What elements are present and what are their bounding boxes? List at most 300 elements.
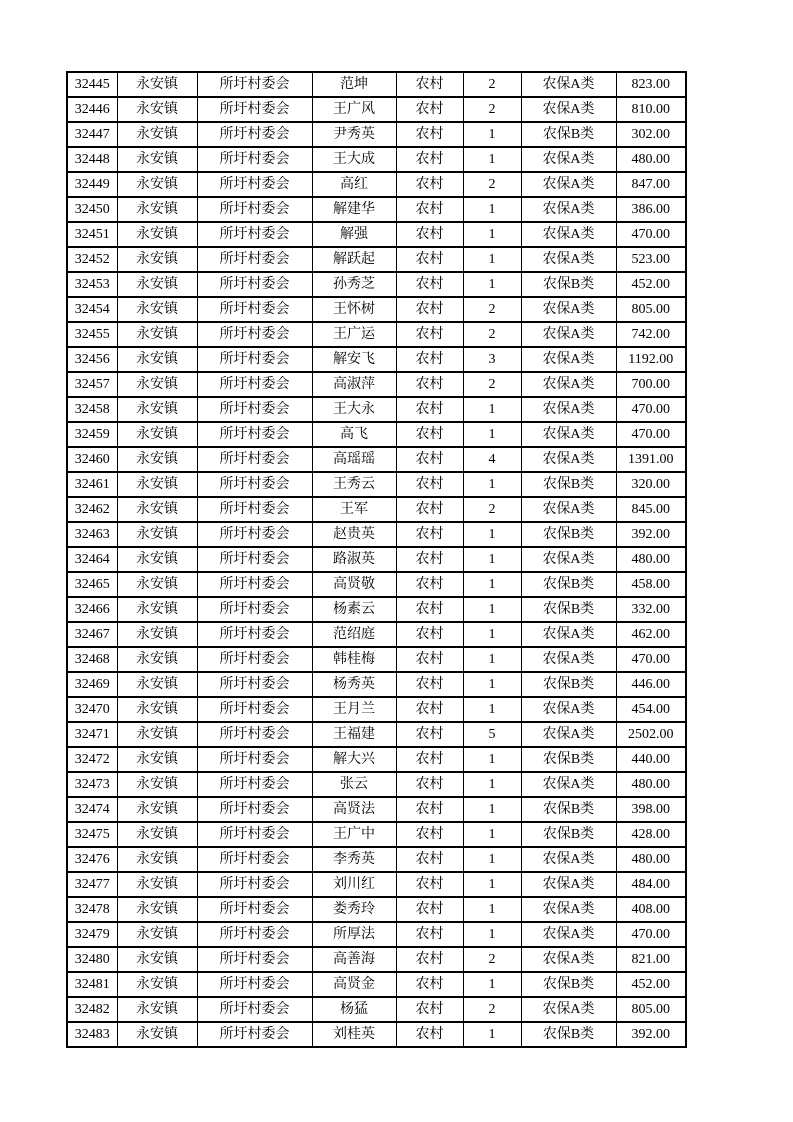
cell-town: 永安镇 (117, 272, 197, 297)
cell-town: 永安镇 (117, 572, 197, 597)
cell-name: 王军 (312, 497, 396, 522)
cell-town: 永安镇 (117, 722, 197, 747)
cell-category: 农保B类 (521, 797, 616, 822)
cell-count: 1 (463, 247, 521, 272)
cell-town: 永安镇 (117, 772, 197, 797)
cell-village: 所圩村委会 (197, 172, 312, 197)
table-body (67, 72, 686, 1047)
cell-name: 所厚法 (312, 922, 396, 947)
table-row (67, 247, 686, 272)
cell-count: 1 (463, 422, 521, 447)
table-row (67, 322, 686, 347)
table-row (67, 647, 686, 672)
table-row (67, 172, 686, 197)
cell-amount: 480.00 (616, 772, 686, 797)
cell-town: 永安镇 (117, 672, 197, 697)
cell-category: 农保A类 (521, 172, 616, 197)
cell-name: 刘桂英 (312, 1022, 396, 1047)
cell-name: 王大永 (312, 397, 396, 422)
cell-count: 5 (463, 722, 521, 747)
cell-count: 1 (463, 697, 521, 722)
cell-area_type: 农村 (396, 722, 463, 747)
cell-town: 永安镇 (117, 847, 197, 872)
table-row (67, 447, 686, 472)
cell-amount: 845.00 (616, 497, 686, 522)
cell-id: 32465 (67, 572, 117, 597)
cell-amount: 470.00 (616, 922, 686, 947)
cell-id: 32455 (67, 322, 117, 347)
cell-count: 2 (463, 322, 521, 347)
cell-category: 农保B类 (521, 122, 616, 147)
cell-area_type: 农村 (396, 272, 463, 297)
cell-name: 孙秀芝 (312, 272, 396, 297)
table-row (67, 622, 686, 647)
cell-amount: 454.00 (616, 697, 686, 722)
cell-village: 所圩村委会 (197, 272, 312, 297)
cell-id: 32456 (67, 347, 117, 372)
cell-category: 农保B类 (521, 522, 616, 547)
cell-area_type: 农村 (396, 447, 463, 472)
cell-category: 农保A类 (521, 947, 616, 972)
cell-category: 农保B类 (521, 272, 616, 297)
cell-amount: 440.00 (616, 747, 686, 772)
table-row (67, 797, 686, 822)
cell-area_type: 农村 (396, 797, 463, 822)
cell-id: 32452 (67, 247, 117, 272)
cell-category: 农保A类 (521, 897, 616, 922)
cell-id: 32463 (67, 522, 117, 547)
cell-category: 农保A类 (521, 72, 616, 97)
table-row (67, 597, 686, 622)
cell-village: 所圩村委会 (197, 697, 312, 722)
cell-id: 32450 (67, 197, 117, 222)
cell-category: 农保A类 (521, 722, 616, 747)
cell-category: 农保A类 (521, 97, 616, 122)
cell-amount: 810.00 (616, 97, 686, 122)
cell-amount: 398.00 (616, 797, 686, 822)
cell-town: 永安镇 (117, 422, 197, 447)
cell-id: 32458 (67, 397, 117, 422)
cell-name: 王怀树 (312, 297, 396, 322)
cell-name: 王秀云 (312, 472, 396, 497)
table-row (67, 572, 686, 597)
cell-area_type: 农村 (396, 172, 463, 197)
cell-village: 所圩村委会 (197, 222, 312, 247)
table-row (67, 522, 686, 547)
cell-area_type: 农村 (396, 572, 463, 597)
table-row (67, 997, 686, 1022)
cell-category: 农保B类 (521, 822, 616, 847)
cell-category: 农保A类 (521, 297, 616, 322)
cell-village: 所圩村委会 (197, 647, 312, 672)
cell-count: 2 (463, 97, 521, 122)
table-row (67, 222, 686, 247)
cell-category: 农保B类 (521, 597, 616, 622)
cell-town: 永安镇 (117, 947, 197, 972)
cell-village: 所圩村委会 (197, 572, 312, 597)
cell-id: 32446 (67, 97, 117, 122)
cell-count: 1 (463, 147, 521, 172)
cell-name: 娄秀玲 (312, 897, 396, 922)
cell-area_type: 农村 (396, 472, 463, 497)
cell-id: 32454 (67, 297, 117, 322)
cell-category: 农保A类 (521, 547, 616, 572)
cell-category: 农保A类 (521, 222, 616, 247)
cell-village: 所圩村委会 (197, 622, 312, 647)
cell-id: 32451 (67, 222, 117, 247)
cell-name: 解跃起 (312, 247, 396, 272)
cell-village: 所圩村委会 (197, 972, 312, 997)
table-row (67, 372, 686, 397)
cell-area_type: 农村 (396, 122, 463, 147)
cell-amount: 470.00 (616, 647, 686, 672)
cell-village: 所圩村委会 (197, 247, 312, 272)
cell-village: 所圩村委会 (197, 472, 312, 497)
cell-area_type: 农村 (396, 1022, 463, 1047)
table-row (67, 697, 686, 722)
cell-category: 农保A类 (521, 247, 616, 272)
cell-village: 所圩村委会 (197, 122, 312, 147)
cell-count: 1 (463, 122, 521, 147)
cell-category: 农保A类 (521, 622, 616, 647)
cell-category: 农保B类 (521, 1022, 616, 1047)
cell-name: 王广运 (312, 322, 396, 347)
cell-town: 永安镇 (117, 697, 197, 722)
cell-amount: 458.00 (616, 572, 686, 597)
cell-id: 32472 (67, 747, 117, 772)
cell-name: 杨猛 (312, 997, 396, 1022)
cell-count: 1 (463, 1022, 521, 1047)
cell-town: 永安镇 (117, 622, 197, 647)
cell-area_type: 农村 (396, 597, 463, 622)
table-row (67, 147, 686, 172)
cell-category: 农保A类 (521, 422, 616, 447)
cell-category: 农保A类 (521, 647, 616, 672)
cell-town: 永安镇 (117, 347, 197, 372)
cell-count: 1 (463, 572, 521, 597)
cell-id: 32471 (67, 722, 117, 747)
cell-id: 32478 (67, 897, 117, 922)
cell-town: 永安镇 (117, 972, 197, 997)
cell-amount: 392.00 (616, 1022, 686, 1047)
table-row (67, 422, 686, 447)
cell-name: 赵贵英 (312, 522, 396, 547)
cell-amount: 480.00 (616, 147, 686, 172)
cell-count: 2 (463, 172, 521, 197)
cell-area_type: 农村 (396, 947, 463, 972)
cell-area_type: 农村 (396, 522, 463, 547)
cell-id: 32480 (67, 947, 117, 972)
cell-town: 永安镇 (117, 822, 197, 847)
cell-name: 刘川红 (312, 872, 396, 897)
cell-area_type: 农村 (396, 497, 463, 522)
cell-area_type: 农村 (396, 147, 463, 172)
cell-id: 32476 (67, 847, 117, 872)
cell-amount: 408.00 (616, 897, 686, 922)
cell-village: 所圩村委会 (197, 72, 312, 97)
cell-town: 永安镇 (117, 122, 197, 147)
cell-area_type: 农村 (396, 422, 463, 447)
table-row (67, 97, 686, 122)
cell-name: 高贤敬 (312, 572, 396, 597)
cell-id: 32447 (67, 122, 117, 147)
cell-name: 杨素云 (312, 597, 396, 622)
cell-amount: 452.00 (616, 972, 686, 997)
cell-village: 所圩村委会 (197, 322, 312, 347)
cell-amount: 484.00 (616, 872, 686, 897)
cell-id: 32474 (67, 797, 117, 822)
cell-category: 农保B类 (521, 747, 616, 772)
cell-name: 解安飞 (312, 347, 396, 372)
cell-town: 永安镇 (117, 872, 197, 897)
cell-count: 1 (463, 772, 521, 797)
cell-count: 1 (463, 197, 521, 222)
cell-village: 所圩村委会 (197, 522, 312, 547)
cell-village: 所圩村委会 (197, 372, 312, 397)
table-row (67, 297, 686, 322)
cell-amount: 700.00 (616, 372, 686, 397)
cell-id: 32482 (67, 997, 117, 1022)
cell-count: 1 (463, 972, 521, 997)
cell-name: 王广中 (312, 822, 396, 847)
cell-amount: 742.00 (616, 322, 686, 347)
cell-area_type: 农村 (396, 547, 463, 572)
cell-category: 农保A类 (521, 397, 616, 422)
cell-name: 李秀英 (312, 847, 396, 872)
table-row (67, 897, 686, 922)
cell-area_type: 农村 (396, 372, 463, 397)
cell-id: 32464 (67, 547, 117, 572)
cell-id: 32448 (67, 147, 117, 172)
cell-count: 1 (463, 797, 521, 822)
cell-count: 2 (463, 947, 521, 972)
cell-amount: 805.00 (616, 297, 686, 322)
cell-count: 1 (463, 822, 521, 847)
cell-village: 所圩村委会 (197, 97, 312, 122)
table-row (67, 397, 686, 422)
cell-count: 1 (463, 847, 521, 872)
cell-village: 所圩村委会 (197, 397, 312, 422)
cell-name: 范坤 (312, 72, 396, 97)
cell-village: 所圩村委会 (197, 772, 312, 797)
table-row (67, 822, 686, 847)
cell-area_type: 农村 (396, 647, 463, 672)
table-row (67, 272, 686, 297)
cell-area_type: 农村 (396, 97, 463, 122)
cell-town: 永安镇 (117, 322, 197, 347)
table-row (67, 472, 686, 497)
table-row (67, 722, 686, 747)
table-row (67, 922, 686, 947)
cell-town: 永安镇 (117, 997, 197, 1022)
cell-town: 永安镇 (117, 447, 197, 472)
cell-amount: 452.00 (616, 272, 686, 297)
cell-count: 2 (463, 72, 521, 97)
cell-amount: 523.00 (616, 247, 686, 272)
cell-amount: 428.00 (616, 822, 686, 847)
cell-amount: 480.00 (616, 547, 686, 572)
cell-amount: 470.00 (616, 397, 686, 422)
cell-name: 解建华 (312, 197, 396, 222)
cell-town: 永安镇 (117, 197, 197, 222)
cell-name: 高红 (312, 172, 396, 197)
cell-amount: 823.00 (616, 72, 686, 97)
cell-town: 永安镇 (117, 297, 197, 322)
cell-name: 范绍庭 (312, 622, 396, 647)
cell-area_type: 农村 (396, 872, 463, 897)
cell-amount: 480.00 (616, 847, 686, 872)
cell-count: 2 (463, 372, 521, 397)
cell-id: 32475 (67, 822, 117, 847)
cell-village: 所圩村委会 (197, 847, 312, 872)
cell-id: 32461 (67, 472, 117, 497)
cell-category: 农保A类 (521, 372, 616, 397)
cell-count: 4 (463, 447, 521, 472)
cell-category: 农保A类 (521, 347, 616, 372)
cell-count: 1 (463, 272, 521, 297)
cell-town: 永安镇 (117, 747, 197, 772)
cell-village: 所圩村委会 (197, 597, 312, 622)
cell-category: 农保A类 (521, 497, 616, 522)
cell-count: 1 (463, 472, 521, 497)
cell-count: 2 (463, 997, 521, 1022)
cell-town: 永安镇 (117, 397, 197, 422)
cell-name: 高淑萍 (312, 372, 396, 397)
cell-category: 农保A类 (521, 147, 616, 172)
cell-id: 32479 (67, 922, 117, 947)
cell-town: 永安镇 (117, 547, 197, 572)
cell-village: 所圩村委会 (197, 447, 312, 472)
table-row (67, 497, 686, 522)
cell-town: 永安镇 (117, 897, 197, 922)
cell-name: 高瑶瑶 (312, 447, 396, 472)
cell-area_type: 农村 (396, 247, 463, 272)
cell-amount: 386.00 (616, 197, 686, 222)
cell-id: 32468 (67, 647, 117, 672)
table-row (67, 672, 686, 697)
cell-village: 所圩村委会 (197, 797, 312, 822)
cell-amount: 302.00 (616, 122, 686, 147)
cell-name: 杨秀英 (312, 672, 396, 697)
cell-count: 1 (463, 897, 521, 922)
cell-amount: 470.00 (616, 422, 686, 447)
cell-id: 32459 (67, 422, 117, 447)
cell-area_type: 农村 (396, 997, 463, 1022)
cell-id: 32453 (67, 272, 117, 297)
cell-village: 所圩村委会 (197, 1022, 312, 1047)
cell-name: 路淑英 (312, 547, 396, 572)
cell-town: 永安镇 (117, 647, 197, 672)
cell-count: 1 (463, 672, 521, 697)
cell-village: 所圩村委会 (197, 347, 312, 372)
cell-village: 所圩村委会 (197, 297, 312, 322)
cell-town: 永安镇 (117, 172, 197, 197)
table-row (67, 847, 686, 872)
cell-name: 王月兰 (312, 697, 396, 722)
cell-area_type: 农村 (396, 622, 463, 647)
cell-name: 高贤金 (312, 972, 396, 997)
cell-town: 永安镇 (117, 797, 197, 822)
cell-name: 王广风 (312, 97, 396, 122)
cell-amount: 2502.00 (616, 722, 686, 747)
cell-amount: 462.00 (616, 622, 686, 647)
cell-village: 所圩村委会 (197, 822, 312, 847)
cell-amount: 805.00 (616, 997, 686, 1022)
cell-category: 农保A类 (521, 922, 616, 947)
cell-category: 农保A类 (521, 697, 616, 722)
cell-name: 尹秀英 (312, 122, 396, 147)
cell-count: 1 (463, 622, 521, 647)
cell-amount: 847.00 (616, 172, 686, 197)
cell-area_type: 农村 (396, 822, 463, 847)
cell-village: 所圩村委会 (197, 722, 312, 747)
cell-name: 高贤法 (312, 797, 396, 822)
cell-area_type: 农村 (396, 222, 463, 247)
cell-count: 1 (463, 747, 521, 772)
cell-area_type: 农村 (396, 772, 463, 797)
cell-id: 32481 (67, 972, 117, 997)
table-row (67, 72, 686, 97)
table-row (67, 772, 686, 797)
cell-count: 3 (463, 347, 521, 372)
cell-town: 永安镇 (117, 1022, 197, 1047)
cell-town: 永安镇 (117, 472, 197, 497)
cell-village: 所圩村委会 (197, 497, 312, 522)
cell-id: 32457 (67, 372, 117, 397)
cell-count: 1 (463, 522, 521, 547)
table-row (67, 1022, 686, 1047)
cell-id: 32483 (67, 1022, 117, 1047)
cell-id: 32473 (67, 772, 117, 797)
cell-amount: 821.00 (616, 947, 686, 972)
cell-amount: 320.00 (616, 472, 686, 497)
cell-amount: 446.00 (616, 672, 686, 697)
cell-count: 1 (463, 597, 521, 622)
cell-town: 永安镇 (117, 147, 197, 172)
cell-town: 永安镇 (117, 222, 197, 247)
cell-id: 32470 (67, 697, 117, 722)
cell-village: 所圩村委会 (197, 947, 312, 972)
cell-id: 32460 (67, 447, 117, 472)
cell-id: 32477 (67, 872, 117, 897)
cell-amount: 1192.00 (616, 347, 686, 372)
cell-amount: 470.00 (616, 222, 686, 247)
cell-town: 永安镇 (117, 72, 197, 97)
cell-town: 永安镇 (117, 922, 197, 947)
cell-village: 所圩村委会 (197, 897, 312, 922)
cell-area_type: 农村 (396, 747, 463, 772)
cell-name: 王福建 (312, 722, 396, 747)
cell-count: 1 (463, 647, 521, 672)
cell-village: 所圩村委会 (197, 922, 312, 947)
cell-category: 农保A类 (521, 847, 616, 872)
table-row (67, 197, 686, 222)
cell-name: 高善海 (312, 947, 396, 972)
cell-amount: 392.00 (616, 522, 686, 547)
cell-village: 所圩村委会 (197, 422, 312, 447)
cell-village: 所圩村委会 (197, 147, 312, 172)
cell-village: 所圩村委会 (197, 997, 312, 1022)
cell-category: 农保B类 (521, 472, 616, 497)
cell-town: 永安镇 (117, 97, 197, 122)
cell-name: 张云 (312, 772, 396, 797)
cell-category: 农保A类 (521, 772, 616, 797)
cell-area_type: 农村 (396, 697, 463, 722)
cell-area_type: 农村 (396, 72, 463, 97)
cell-category: 农保A类 (521, 997, 616, 1022)
cell-category: 农保A类 (521, 872, 616, 897)
table-row (67, 947, 686, 972)
